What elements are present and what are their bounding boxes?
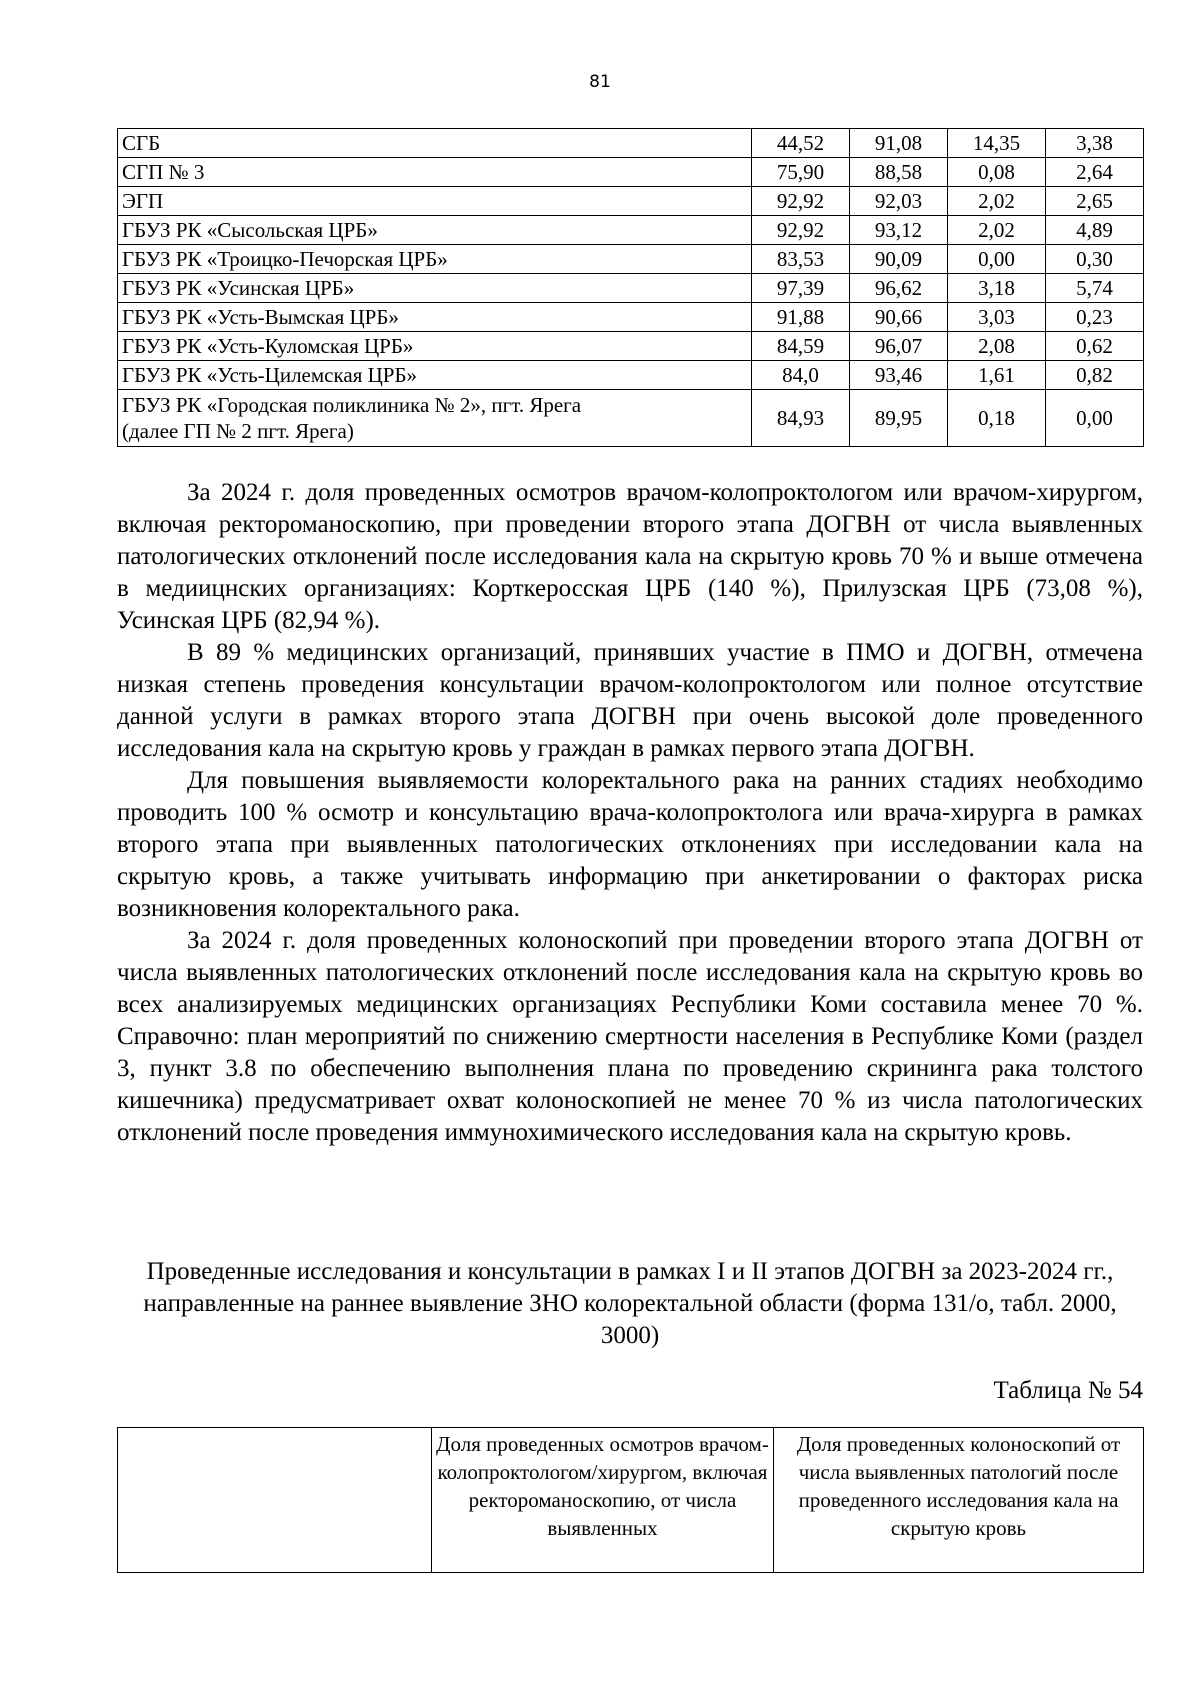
org-name: ГБУЗ РК «Усть-Куломская ЦРБ»	[118, 332, 752, 361]
table-row	[118, 158, 1144, 187]
value-cell: 1,61	[948, 361, 1046, 390]
table-row	[118, 303, 1144, 332]
value-cell: 0,00	[1046, 390, 1144, 447]
value-cell: 2,08	[948, 332, 1046, 361]
org-name: ГБУЗ РК «Усинская ЦРБ»	[118, 274, 752, 303]
value-cell: 4,89	[1046, 216, 1144, 245]
org-name: ГБУЗ РК «Усть-Вымская ЦРБ»	[118, 303, 752, 332]
value-cell: 3,38	[1046, 129, 1144, 158]
value-cell: 14,35	[948, 129, 1046, 158]
value-cell: 44,52	[752, 129, 850, 158]
value-cell: 2,02	[948, 216, 1046, 245]
value-cell: 75,90	[752, 158, 850, 187]
value-cell: 0,00	[948, 245, 1046, 274]
body-text	[117, 477, 1143, 1149]
value-cell: 3,18	[948, 274, 1046, 303]
value-cell: 93,12	[850, 216, 948, 245]
page-number: 81	[589, 72, 611, 92]
org-name: ГБУЗ РК «Сысольская ЦРБ»	[118, 216, 752, 245]
org-name: ЭГП	[118, 187, 752, 216]
table-row	[118, 332, 1144, 361]
org-name: ГБУЗ РК «Усть-Цилемская ЦРБ»	[118, 361, 752, 390]
value-cell: 89,95	[850, 390, 948, 447]
summary-table	[117, 1427, 1144, 1573]
results-table	[117, 128, 1144, 447]
value-cell: 90,09	[850, 245, 948, 274]
table-row	[118, 129, 1144, 158]
table-header-row	[118, 1428, 1144, 1573]
org-name: СГП № 3	[118, 158, 752, 187]
org-name: СГБ	[118, 129, 752, 158]
table-row	[118, 216, 1144, 245]
table-row	[118, 274, 1144, 303]
value-cell: 96,62	[850, 274, 948, 303]
value-cell: 5,74	[1046, 274, 1144, 303]
value-cell: 84,0	[752, 361, 850, 390]
value-cell: 0,08	[948, 158, 1046, 187]
paragraph: В 89 % медицинских организаций, принявших участие в ПМО и ДОГВН, отмечена низкая степень проведения консультации врачом-колопроктологом или полное отсутствие данной услуги в рамках второго этапа ДОГВН при очень высокой доле проведенного исследования кала на скрытую кровь у граждан в рамках первого этапа ДОГВН.	[117, 639, 1143, 762]
value-cell: 3,03	[948, 303, 1046, 332]
value-cell: 84,93	[752, 390, 850, 447]
table-caption: Проведенные исследования и консультации в рамках I и II этапов ДОГВН за 2023-2024 гг., направленные на раннее выявление ЗНО колоректальной области (форма 131/о, табл. 2000, 3000)	[143, 1258, 1117, 1349]
value-cell: 92,92	[752, 216, 850, 245]
org-name: ГБУЗ РК «Троицко-Печорская ЦРБ»	[118, 245, 752, 274]
header-cell: Доля проведенных колоноскопий от числа выявленных патологий после проведенного исследования кала на скрытую кровь	[774, 1428, 1144, 1573]
header-cell: Доля проведенных осмотров врачом-колопроктологом/хирургом, включая ректороманоскопию, от числа выявленных	[432, 1428, 774, 1573]
value-cell: 0,30	[1046, 245, 1144, 274]
org-name-line: (далее ГП № 2 пгт. Ярега)	[122, 419, 354, 443]
org-name	[118, 390, 752, 447]
value-cell: 93,46	[850, 361, 948, 390]
value-cell: 0,18	[948, 390, 1046, 447]
value-cell: 91,88	[752, 303, 850, 332]
value-cell: 92,92	[752, 187, 850, 216]
table-row	[118, 187, 1144, 216]
value-cell: 0,82	[1046, 361, 1144, 390]
value-cell: 88,58	[850, 158, 948, 187]
value-cell: 92,03	[850, 187, 948, 216]
value-cell: 84,59	[752, 332, 850, 361]
org-name-line: ГБУЗ РК «Городская поликлиника № 2», пгт. Ярега	[122, 393, 582, 417]
value-cell: 91,08	[850, 129, 948, 158]
paragraph: За 2024 г. доля проведенных колоноскопий при проведении второго этапа ДОГВН от числа выявленных патологических отклонений после исследования кала на скрытую кровь во всех анализируемых медицинских организациях Республики Коми составила менее 70 %. Справочно: план мероприятий по снижению смертности населения в Республике Коми (раздел 3, пункт 3.8 по обеспечению выполнения плана по проведению скрининга рака толстого кишечника) предусматривает охват колоноскопией не менее 70 % из числа патологических отклонений после проведения иммунохимического исследования кала на скрытую кровь.	[117, 927, 1143, 1146]
value-cell: 0,23	[1046, 303, 1144, 332]
value-cell: 96,07	[850, 332, 948, 361]
value-cell: 0,62	[1046, 332, 1144, 361]
table-number-label: Таблица № 54	[993, 1377, 1143, 1404]
value-cell: 2,02	[948, 187, 1046, 216]
value-cell: 2,65	[1046, 187, 1144, 216]
header-cell	[118, 1428, 432, 1573]
value-cell: 90,66	[850, 303, 948, 332]
value-cell: 97,39	[752, 274, 850, 303]
value-cell: 2,64	[1046, 158, 1144, 187]
table-row	[118, 361, 1144, 390]
value-cell: 83,53	[752, 245, 850, 274]
table-row	[118, 245, 1144, 274]
paragraph: За 2024 г. доля проведенных осмотров врачом-колопроктологом или врачом-хирургом, включая ректороманоскопию, при проведении второго этапа ДОГВН от числа выявленных патологических отклонений после исследования кала на скрытую кровь 70 % и выше отмечена в медиицнских организациях: Корткеросская ЦРБ (140 %), Прилузская ЦРБ (73,08 %), Усинская ЦРБ (82,94 %).	[117, 479, 1143, 634]
paragraph: Для повышения выявляемости колоректального рака на ранних стадиях необходимо проводить 100 % осмотр и консультацию врача-колопроктолога или врача-хирурга в рамках второго этапа при выявленных патологических отклонениях при исследовании кала на скрытую кровь, а также учитывать информацию при анкетировании о факторах риска возникновения колоректального рака.	[117, 767, 1143, 922]
table-row	[118, 390, 1144, 447]
